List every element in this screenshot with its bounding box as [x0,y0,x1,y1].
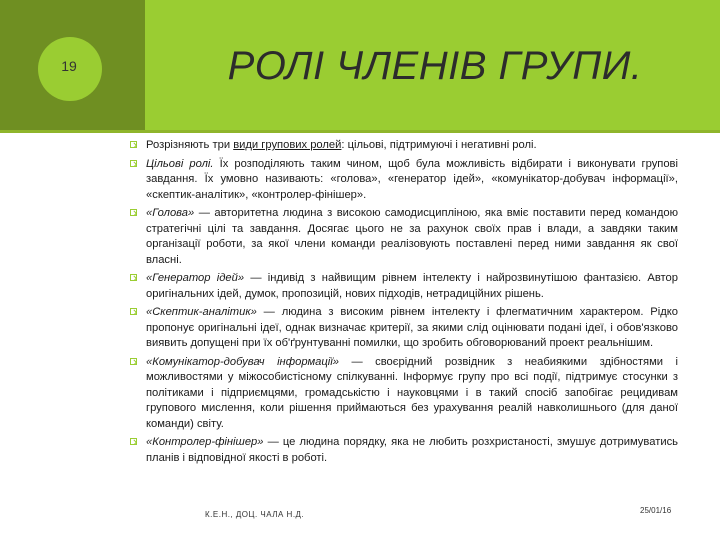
checkbox-bullet-icon [130,160,137,167]
bullet-term: «Скептик-аналітик» [146,306,257,318]
bullet-term: «Голова» [146,207,195,219]
roles-link[interactable]: види групових ролей [233,139,342,151]
slide-content [130,138,678,469]
slide-title: РОЛІ ЧЛЕНІВ ГРУПИ. [227,44,643,88]
footer-author: К.Е.Н., ДОЦ. ЧАЛА Н.Д. [205,510,305,519]
bullet-item [130,157,678,204]
bullet-text: : цільові, підтримуючі і негативні ролі. [341,139,537,151]
bullet-item [130,206,678,268]
footer-date: 25/01/16 [640,506,672,515]
bullet-text: — людина з високим рівнем інтелекту і флегматичним характером. Рідко пропонує оригінальні ідеї, однак визначає критерії, за якими слід оцінювати подані ідеї, і обов'язково виявить допущені при їх об'ґрунтуванні помилки, що зробить обговорюваний проект реальнішим. [146,306,678,349]
bullet-text: — це людина порядку, яка не любить розхристаності, змушує дотримуватись планів і відповідної якості в роботі. [146,436,678,464]
checkbox-bullet-icon [130,308,137,315]
bullet-text: — індивід з найвищим рівнем інтелекту і найрозвинутішою фантазією. Автор оригінальних ідей, думок, пропозицій, нових підходів, нетрадиційних рішень. [146,272,678,300]
checkbox-bullet-icon [130,358,137,365]
slide-number-badge [38,37,102,101]
bullet-term: «Комунікатор-добувач інформації» [146,355,339,368]
header-rule [0,130,720,133]
checkbox-bullet-icon [130,438,137,445]
bullet-text: Їх розподіляють таким чином, щоб була можливість відбирати і виконувати групові завдання. Їх умовно називають: «голова», «генератор ідей», «комунікатор-добувач інформації», «скептик-аналітик», «контролер-фінішер». [146,157,678,201]
bullet-item [130,271,678,302]
bullet-text: — своєрідний розвідник з неабиякими здібностями і можливостями у міжособистісному спілкуванні. Інформує групу про всі події, підтримує стосунки з політиками і підприємцями, громадськістю і науковцями і в такий спосіб запобігає рецидивам групового мислення, коли рішення приймаються без урахування реалій навколишнього (для даної команди) світу. [146,355,678,430]
checkbox-bullet-icon [130,141,137,148]
checkbox-bullet-icon [130,274,137,281]
slide-number: 19 [61,58,77,74]
checkbox-bullet-icon [130,209,137,216]
bullet-item [130,138,678,154]
bullet-prefix: Розрізняють три [146,139,234,151]
bullet-text: — авторитетна людина з високою самодисципліною, яка вміє поставити перед командою стратегічні цілі та завдання. Досягає цього не за рахунок своїх прав і влади, а завдяки таким організації роботи, за якої члени команди реалізовують поставлені перед ними завдання як свої власні. [146,207,678,266]
bullet-item [130,435,678,466]
bullet-term: «Генератор ідей» [146,272,245,284]
bullet-item [130,355,678,433]
bullet-term: Цільові ролі. [146,157,214,170]
bullet-item [130,305,678,352]
bullet-term: «Контролер-фінішер» [146,436,264,448]
